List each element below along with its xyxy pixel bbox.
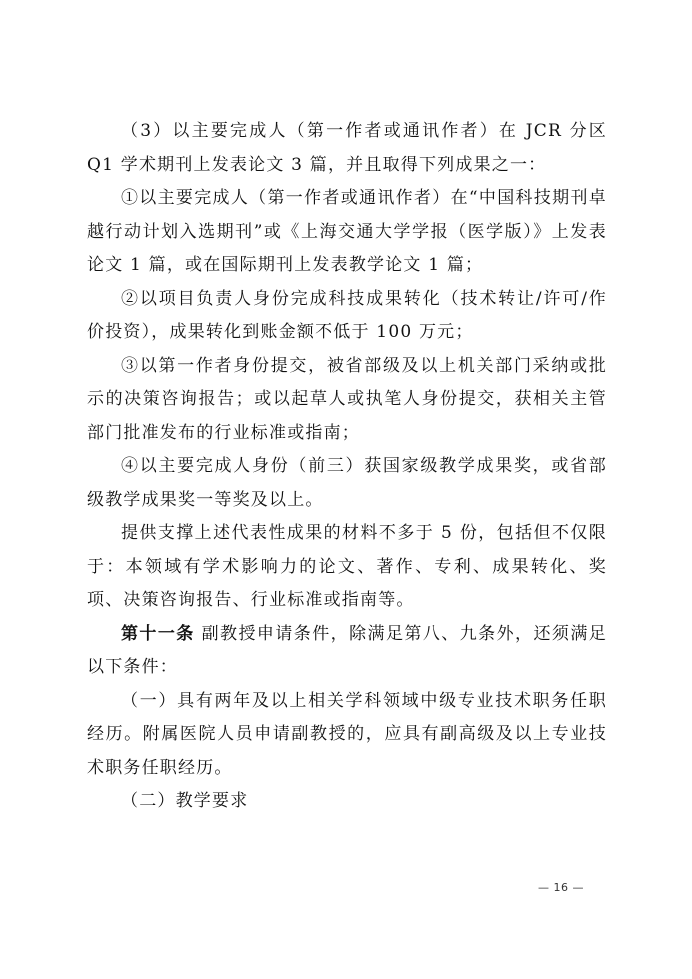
article-eleven-paragraph bbox=[87, 618, 607, 685]
paragraph-achievement-3: ③以第一作者身份提交，被省部级及以上机关部门采纳或批示的决策咨询报告；或以起草人或执笔人身份提交，获相关主管部门批准发布的行业标准或指南； bbox=[87, 355, 607, 443]
paragraph-jcr-q1: （3）以主要完成人（第一作者或通讯作者）在 JCR 分区 Q1 学术期刊上发表论文 3 篇，并且取得下列成果之一： bbox=[87, 121, 607, 175]
paragraph-associate-professor-experience: （一）具有两年及以上相关学科领域中级专业技术职务任职经历。附属医院人员申请副教授的，应具有副高级及以上专业技术职务任职经历。 bbox=[87, 690, 607, 778]
article-eleven-text: 副教授申请条件，除满足第八、九条外，还须满足以下条件： bbox=[87, 623, 607, 677]
paragraph-supporting-materials: 提供支撑上述代表性成果的材料不多于 5 份，包括但不仅限于：本领域有学术影响力的论文、著作、专利、成果转化、奖项、决策咨询报告、行业标准或指南等。 bbox=[87, 523, 607, 610]
article-eleven-heading: 第十一条 bbox=[121, 623, 195, 644]
page-number: — 16 — bbox=[538, 881, 584, 894]
paragraph-achievement-4: ④以主要完成人身份（前三）获国家级教学成果奖，或省部级教学成果奖一等奖及以上。 bbox=[87, 456, 607, 510]
paragraph-achievement-1: ①以主要完成人（第一作者或通讯作者）在“中国科技期刊卓越行动计划入选期刊”或《上海交通大学学报（医学版）》上发表论文 1 篇，或在国际期刊上发表教学论文 1 篇； bbox=[87, 188, 607, 275]
document-body bbox=[87, 115, 607, 819]
paragraph-achievement-2: ②以项目负责人身份完成科技成果转化（技术转让/许可/作价投资），成果转化到账金额不低于 100 万元； bbox=[87, 288, 607, 342]
paragraph-teaching-requirements: （二）教学要求 bbox=[121, 791, 249, 811]
